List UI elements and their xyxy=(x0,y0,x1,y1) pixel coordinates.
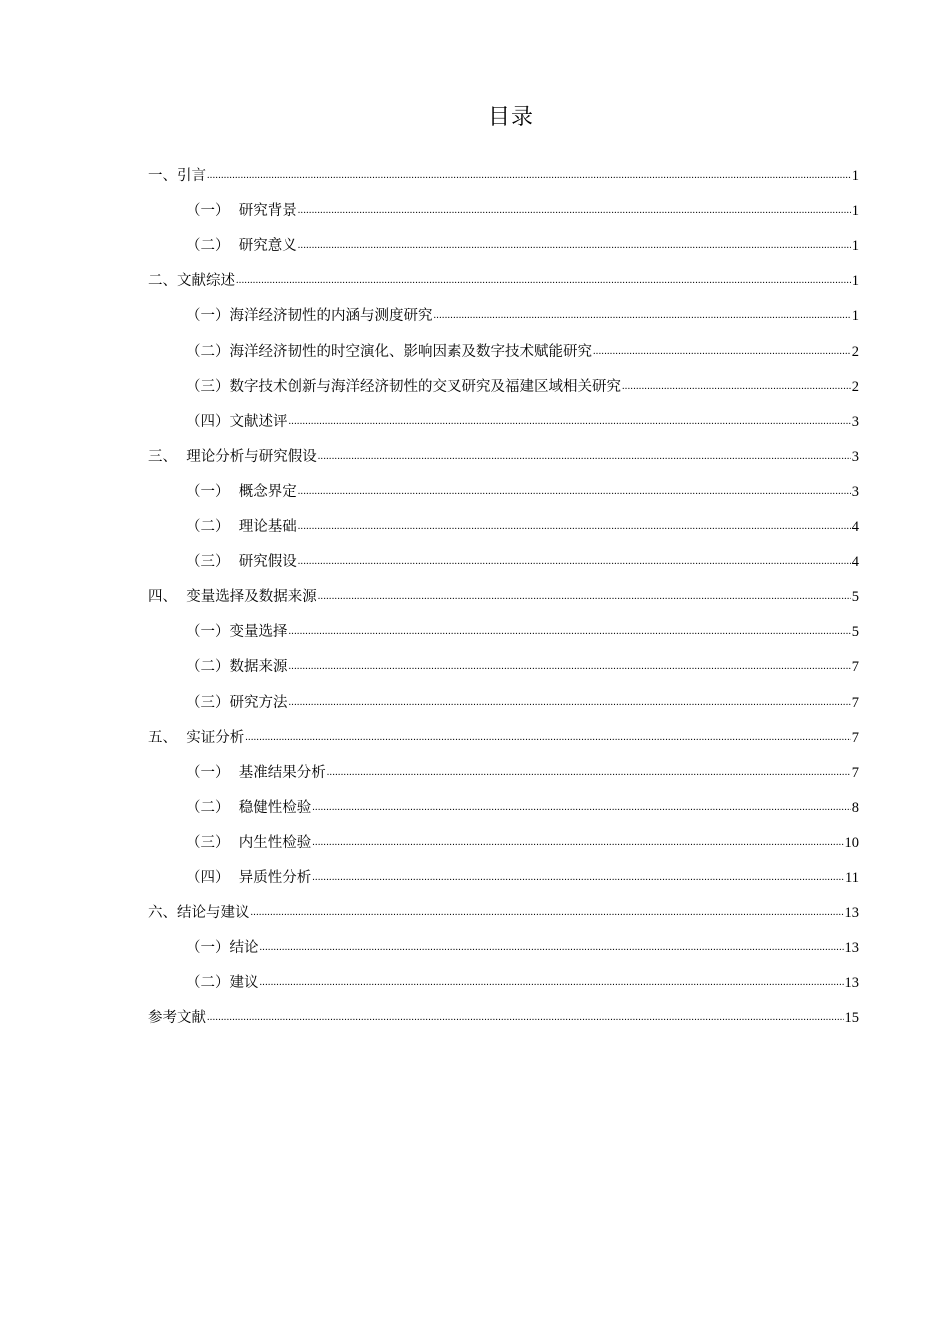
toc-entry[interactable] xyxy=(148,150,859,185)
toc-entry-number: （二） xyxy=(186,343,230,360)
dot-leader xyxy=(289,658,851,676)
toc-entry[interactable] xyxy=(148,712,859,747)
toc-entry-label xyxy=(148,729,244,747)
toc-entry-number: （一） xyxy=(186,483,239,500)
toc-entry-label xyxy=(186,202,297,220)
toc-entry-label xyxy=(186,974,259,992)
toc-entry-label xyxy=(186,237,297,255)
dot-leader xyxy=(298,237,851,255)
toc-entry[interactable] xyxy=(148,852,859,887)
toc-entry-number: （二） xyxy=(186,238,239,255)
toc-entry-label xyxy=(186,518,297,536)
dot-leader xyxy=(434,307,851,325)
toc-entry-number: 一、 xyxy=(148,168,177,185)
toc-page-number: 1 xyxy=(851,203,859,220)
toc-entry-text: 文献述评 xyxy=(229,413,288,430)
toc-entry-number: （一） xyxy=(186,764,239,781)
toc-entry-text: 引言 xyxy=(177,168,206,185)
dot-leader xyxy=(312,869,844,887)
toc-page-number: 4 xyxy=(851,519,859,536)
toc-entry-label xyxy=(186,939,259,957)
dot-leader xyxy=(289,413,851,431)
toc-entry-text: 异质性分析 xyxy=(238,869,312,886)
dot-leader xyxy=(593,343,851,361)
dot-leader xyxy=(327,764,851,782)
toc-entry-text: 概念界定 xyxy=(238,483,297,500)
toc-entry-text: 海洋经济韧性的时空演化、影响因素及数字技术赋能研究 xyxy=(229,343,592,360)
dot-leader xyxy=(298,483,851,501)
toc-entry-number: （四） xyxy=(186,869,239,886)
dot-leader xyxy=(236,272,851,290)
dot-leader xyxy=(318,448,851,466)
toc-page-number: 5 xyxy=(851,589,859,606)
toc-page-number: 7 xyxy=(851,764,859,781)
toc-entry-label xyxy=(186,553,297,571)
toc-entry-label xyxy=(186,623,288,641)
toc-page-number: 11 xyxy=(845,869,859,886)
toc-entry[interactable] xyxy=(148,501,859,536)
toc-entry-text: 参考文献 xyxy=(148,1010,206,1027)
toc-entry-number: （二） xyxy=(186,519,239,536)
toc-entry-text: 结论与建议 xyxy=(177,905,250,922)
toc-entry-text: 内生性检验 xyxy=(238,834,312,851)
toc-page-number: 7 xyxy=(851,659,859,676)
toc-entry-text: 理论基础 xyxy=(238,519,297,536)
toc-entry-label xyxy=(148,167,206,185)
toc-entry[interactable] xyxy=(148,325,859,360)
toc-entry[interactable] xyxy=(148,887,859,922)
toc-entry-text: 研究意义 xyxy=(238,238,297,255)
toc-entry-number: （一） xyxy=(186,203,239,220)
toc-page-number: 2 xyxy=(851,343,859,360)
dot-leader xyxy=(260,939,844,957)
toc-entry-label xyxy=(186,343,592,361)
toc-entry-label xyxy=(186,764,326,782)
toc-entry[interactable] xyxy=(148,361,859,396)
toc-entry-text: 数字技术创新与海洋经济韧性的交叉研究及福建区域相关研究 xyxy=(229,378,621,395)
toc-entry[interactable] xyxy=(148,571,859,606)
toc-entry-text: 结论 xyxy=(229,940,259,957)
toc-entry[interactable] xyxy=(148,255,859,290)
toc-entry[interactable] xyxy=(148,782,859,817)
toc-page-number: 13 xyxy=(844,905,859,922)
toc-entry-label xyxy=(186,378,621,396)
toc-entry-text: 理论分析与研究假设 xyxy=(186,448,317,465)
toc-entry-text: 变量选择 xyxy=(229,624,288,641)
toc-entry-number: 六、 xyxy=(148,905,177,922)
dot-leader xyxy=(298,553,851,571)
toc-entry-text: 文献综述 xyxy=(177,273,235,290)
toc-entry[interactable] xyxy=(148,536,859,571)
toc-entry-number: （一） xyxy=(186,308,230,325)
toc-page-number: 2 xyxy=(851,378,859,395)
toc-entry-label xyxy=(186,834,311,852)
toc-page-number: 13 xyxy=(844,940,859,957)
dot-leader xyxy=(312,834,843,852)
toc-entry[interactable] xyxy=(148,922,859,957)
toc-entry[interactable] xyxy=(148,957,859,992)
toc-page-number: 1 xyxy=(851,273,859,290)
toc-entry-number: （二） xyxy=(186,799,239,816)
toc-entry[interactable] xyxy=(148,431,859,466)
dot-leader xyxy=(298,202,851,220)
toc-page-number: 13 xyxy=(844,975,859,992)
toc-entry-number: （四） xyxy=(186,413,230,430)
toc-entry[interactable] xyxy=(148,992,859,1027)
toc-entry-text: 稳健性检验 xyxy=(238,799,312,816)
toc-entry[interactable] xyxy=(148,220,859,255)
toc-page-number: 4 xyxy=(851,554,859,571)
toc-page-number: 5 xyxy=(851,624,859,641)
toc-entry[interactable] xyxy=(148,641,859,676)
toc-entry-number: （一） xyxy=(186,940,230,957)
toc-entry[interactable] xyxy=(148,676,859,711)
toc-entry[interactable] xyxy=(148,606,859,641)
toc-entry[interactable] xyxy=(148,747,859,782)
toc-entry-label xyxy=(148,448,317,466)
toc-entry-number: 三、 xyxy=(148,448,187,465)
toc-page-number: 1 xyxy=(851,168,859,185)
toc-page-number: 15 xyxy=(844,1010,859,1027)
toc-entry-label xyxy=(186,658,288,676)
toc-page-number: 3 xyxy=(851,413,859,430)
dot-leader xyxy=(207,167,851,185)
toc-entry-label xyxy=(186,483,297,501)
toc-entry[interactable] xyxy=(148,396,859,431)
toc-page-number: 10 xyxy=(844,834,859,851)
toc-entry-label xyxy=(186,799,311,817)
toc-entry-text: 建议 xyxy=(229,975,259,992)
toc-entry-text: 变量选择及数据来源 xyxy=(186,589,317,606)
toc-entry-label xyxy=(148,904,250,922)
toc-entry-label xyxy=(148,1009,206,1027)
toc-entry-number: （一） xyxy=(186,624,230,641)
toc-page-number: 3 xyxy=(851,448,859,465)
dot-leader xyxy=(289,694,851,712)
dot-leader xyxy=(318,588,851,606)
toc-page-number: 7 xyxy=(851,694,859,711)
toc-page-number: 3 xyxy=(851,483,859,500)
toc-entry-number: （三） xyxy=(186,694,230,711)
page-title: 目录 xyxy=(487,105,534,130)
toc-entry-number: （三） xyxy=(186,834,239,851)
toc-entry-label xyxy=(186,694,288,712)
toc-entry-label xyxy=(148,272,235,290)
toc-entry[interactable] xyxy=(148,466,859,501)
toc-entry-label xyxy=(186,869,311,887)
dot-leader xyxy=(245,729,851,747)
toc-page-number: 8 xyxy=(851,799,859,816)
dot-leader xyxy=(289,623,851,641)
toc-page-number: 1 xyxy=(851,308,859,325)
table-of-contents xyxy=(148,150,859,1027)
toc-entry-number: （三） xyxy=(186,554,239,571)
toc-entry-text: 研究方法 xyxy=(229,694,288,711)
dot-leader xyxy=(260,974,844,992)
toc-entry-number: （三） xyxy=(186,378,230,395)
dot-leader xyxy=(298,518,851,536)
toc-entry-label xyxy=(148,588,317,606)
toc-entry[interactable] xyxy=(148,185,859,220)
toc-entry-number: （二） xyxy=(186,659,230,676)
toc-entry-text: 研究背景 xyxy=(238,203,297,220)
toc-entry-label xyxy=(186,307,433,325)
toc-entry-text: 实证分析 xyxy=(186,729,245,746)
dot-leader xyxy=(312,799,851,817)
dot-leader xyxy=(251,904,844,922)
dot-leader xyxy=(622,378,851,396)
toc-entry-text: 研究假设 xyxy=(238,554,297,571)
toc-entry-text: 数据来源 xyxy=(229,659,288,676)
toc-entry[interactable] xyxy=(148,290,859,325)
toc-entry-number: （二） xyxy=(186,975,230,992)
toc-entry-label xyxy=(186,413,288,431)
toc-page-number: 7 xyxy=(851,729,859,746)
toc-entry-number: 四、 xyxy=(148,589,187,606)
dot-leader xyxy=(207,1009,844,1027)
toc-entry[interactable] xyxy=(148,817,859,852)
toc-entry-number: 二、 xyxy=(148,273,177,290)
toc-entry-number: 五、 xyxy=(148,729,187,746)
toc-entry-text: 基准结果分析 xyxy=(238,764,326,781)
toc-entry-text: 海洋经济韧性的内涵与测度研究 xyxy=(229,308,433,325)
toc-page-number: 1 xyxy=(851,238,859,255)
